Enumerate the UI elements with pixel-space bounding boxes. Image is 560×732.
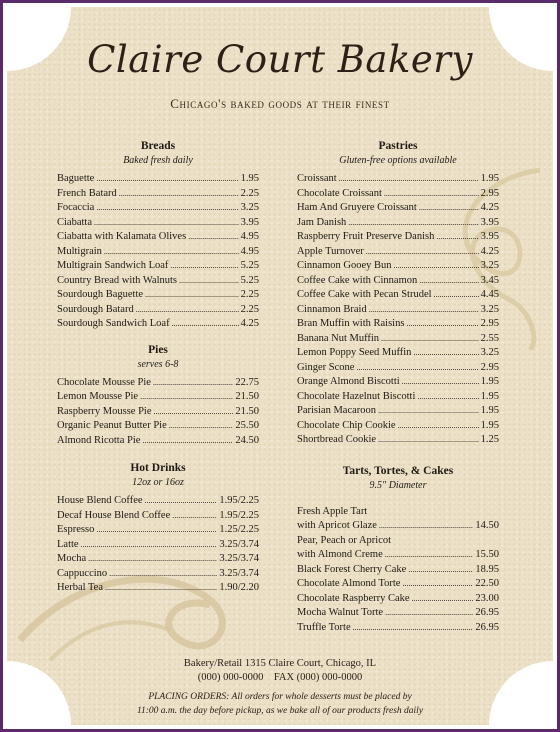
menu-item [297, 201, 499, 216]
menu-item [57, 172, 259, 187]
menu-item-name: Coffee Cake with Cinnamon [297, 274, 418, 286]
menu-item-name: Ginger Scone [297, 361, 355, 373]
hot-drinks-section [57, 461, 259, 596]
left-column [57, 139, 259, 596]
menu-item-name: Chocolate Hazelnut Biscotti [297, 390, 416, 402]
footer-phone: (000) 000-0000 FAX (000) 000-0000 [197, 672, 363, 683]
leader-dots [170, 259, 238, 274]
menu-item [297, 317, 499, 332]
menu-item [297, 519, 499, 534]
menu-item-price: 2.95 [480, 318, 499, 329]
leader-dots [378, 404, 479, 419]
menu-item-name: Decaf House Blend Coffee [57, 509, 171, 521]
menu-item [297, 346, 499, 361]
menu-item-price: 15.50 [475, 549, 499, 560]
menu-item-price: 2.25 [240, 187, 259, 199]
menu-item [297, 404, 499, 419]
menu-item-price: 4.25 [240, 318, 259, 329]
leader-dots [412, 592, 474, 607]
menu-item-name: Orange Almond Biscotti [297, 376, 400, 387]
bakery-subtitle: Chicago's baked goods at their finest [170, 96, 390, 111]
menu-item [57, 376, 259, 391]
menu-item [57, 274, 259, 289]
section-subtitle: Gluten-free options available [339, 155, 457, 166]
leader-dots [394, 259, 479, 274]
leader-dots [169, 419, 234, 434]
section-title: Tarts, Tortes, & Cakes [342, 464, 454, 477]
menu-item-name: Chocolate Croissant [297, 187, 382, 199]
menu-item-name: with Almond Creme [297, 549, 383, 560]
menu-item-name: Parisian Macaroon [297, 405, 377, 416]
menu-item-price: 1.95/2.25 [219, 495, 259, 506]
menu-item-name: Country Bread with Walnuts [57, 274, 177, 286]
menu-item-name: Chocolate Chip Cookie [297, 419, 396, 431]
leader-dots [398, 419, 479, 434]
menu-item [57, 434, 259, 449]
menu-item [297, 606, 499, 621]
menu-item-name: Truffle Torte [297, 621, 351, 633]
menu-item [297, 548, 499, 563]
menu-item-price: 1.95 [480, 376, 499, 387]
leader-dots [96, 172, 238, 187]
leader-dots [402, 375, 479, 390]
leader-dots [369, 303, 479, 318]
menu-item [297, 592, 499, 607]
leader-dots [109, 567, 217, 582]
menu-item [57, 245, 259, 260]
menu-item-name: with Apricot Glaze [297, 520, 377, 531]
leader-dots [105, 581, 217, 596]
pastries-section [297, 139, 499, 448]
leader-dots [172, 509, 217, 524]
leader-dots [436, 230, 478, 245]
leader-dots [385, 606, 473, 621]
leader-dots [96, 523, 217, 538]
menu-item [297, 187, 499, 202]
pies-list [57, 376, 259, 449]
menu-item-name: House Blend Coffee [57, 495, 143, 506]
menu-item-price: 23.00 [475, 592, 499, 604]
menu-item-price: 14.50 [475, 520, 499, 531]
menu-item-price: 1.25 [480, 434, 499, 445]
leader-dots [172, 317, 239, 332]
menu-item-price: 1.95 [480, 419, 499, 431]
menu-item-price: 1.95 [480, 405, 499, 416]
menu-item-price: 22.75 [235, 376, 259, 388]
menu-item-price: 1.95 [240, 173, 259, 184]
leader-dots [145, 288, 239, 303]
menu-item-name: Coffee Cake with Pecan Strudel [297, 289, 432, 300]
section-title: Breads [140, 140, 176, 152]
menu-item-price: 25.50 [235, 420, 259, 431]
menu-item [57, 317, 259, 332]
section-title: Pies [148, 343, 168, 356]
menu-item-price: 1.95/2.25 [219, 509, 259, 521]
section-subtitle: Baked fresh daily [123, 155, 193, 166]
leader-dots [381, 332, 479, 347]
leader-dots [379, 519, 473, 534]
menu-item-name: Latte [57, 538, 79, 550]
menu-item-price: 22.50 [475, 578, 499, 589]
menu-item-price: 2.25 [240, 289, 259, 300]
menu-item-name: Shortbread Cookie [297, 434, 377, 445]
menu-item-name: Pear, Peach or Apricot [297, 534, 392, 546]
leader-dots [96, 201, 238, 216]
leader-dots [136, 303, 239, 318]
menu-item [57, 494, 259, 509]
menu-item-name: Sourdough Sandwich Loaf [57, 318, 170, 329]
menu-item [297, 419, 499, 434]
leader-dots [104, 245, 239, 260]
menu-item-price: 18.95 [475, 563, 499, 575]
section-subtitle: serves 6-8 [137, 358, 179, 370]
menu-item-price: 1.95 [480, 173, 499, 184]
menu-item-price: 1.90/2.20 [219, 582, 259, 593]
section-subtitle: 9.5" Diameter [369, 479, 427, 491]
menu-item [57, 581, 259, 596]
menu-item-name: Raspberry Mousse Pie [57, 405, 152, 417]
menu-item-name: Baguette [57, 173, 95, 184]
menu-item-price: 3.45 [480, 274, 499, 286]
leader-dots [413, 346, 478, 361]
breads-section [57, 139, 259, 332]
menu-item [57, 405, 259, 420]
menu-item-name: Lemon Poppy Seed Muffin [297, 347, 412, 358]
leader-dots [348, 216, 478, 231]
menu-item [297, 172, 499, 187]
menu-item-name: Sourdough Batard [57, 303, 134, 315]
menu-item [297, 288, 499, 303]
menu-item-name: Multigrain Sandwich Loaf [57, 260, 169, 271]
menu-item-price: 2.25 [240, 303, 259, 315]
menu-item [57, 230, 259, 245]
leader-dots [402, 577, 473, 592]
footer-orders-note: PLACING ORDERS: All orders for whole desserts must be placed by [148, 692, 412, 702]
leader-dots [356, 361, 478, 376]
menu-item-name: Raspberry Fruit Preserve Danish [297, 231, 435, 242]
menu-item-price: 3.25 [480, 260, 499, 271]
menu-item [57, 303, 259, 318]
leader-dots [81, 538, 218, 553]
menu-item-price: 4.25 [480, 202, 499, 213]
leader-dots [94, 216, 239, 231]
menu-item-price: 4.25 [480, 245, 499, 257]
leader-dots [408, 563, 473, 578]
menu-item [297, 245, 499, 260]
leader-dots [384, 187, 479, 202]
menu-item-name: Bran Muffin with Raisins [297, 318, 405, 329]
leader-dots [140, 390, 233, 405]
leader-dots [419, 201, 479, 216]
menu-item [57, 567, 259, 582]
menu-item-name: Ham And Gruyere Croissant [297, 202, 417, 213]
menu-item-name: Ciabatta with Kalamata Olives [57, 231, 187, 242]
menu-item-name: Croissant [297, 173, 337, 184]
leader-dots [417, 390, 478, 405]
menu-item-name: Mocha [57, 553, 87, 564]
leader-dots [339, 172, 479, 187]
menu-item [57, 187, 259, 202]
menu-item-name: Chocolate Almond Torte [297, 578, 401, 589]
leader-dots [154, 405, 234, 420]
menu-item-price: 2.55 [480, 332, 499, 344]
menu-item-name: Banana Nut Muffin [297, 332, 380, 344]
leader-dots [385, 548, 474, 563]
leader-dots [406, 317, 478, 332]
menu-item-name: Focaccia [57, 202, 95, 213]
section-title: Pastries [378, 140, 418, 152]
menu-item [57, 509, 259, 524]
menu-item [57, 552, 259, 567]
leader-dots [419, 274, 478, 289]
menu-item [297, 216, 499, 231]
menu-item-name: Chocolate Mousse Pie [57, 376, 151, 388]
menu-item [57, 288, 259, 303]
menu-item [297, 621, 499, 636]
menu-item-price: 3.25/3.74 [219, 567, 259, 579]
menu-item-name: Cinnamon Gooey Bun [297, 260, 392, 271]
tarts-section [297, 464, 499, 636]
menu-item [297, 390, 499, 405]
menu-item-price: 1.25/2.25 [219, 524, 259, 535]
menu-item [57, 259, 259, 274]
menu-item-name: Espresso [57, 524, 95, 535]
menu-item-price: 26.95 [475, 621, 499, 633]
menu-item-price: 3.25 [480, 347, 499, 358]
menu-item-name: Lemon Mousse Pie [57, 391, 139, 402]
bakery-title: Claire Court Bakery [87, 38, 473, 81]
leader-dots [353, 621, 474, 636]
menu-item-price: 21.50 [235, 391, 259, 402]
menu-item-name: Black Forest Cherry Cake [297, 563, 407, 575]
menu-item-name: Chocolate Raspberry Cake [297, 592, 410, 604]
menu-item-name: Apple Turnover [297, 245, 364, 257]
menu-item-price: 2.95 [480, 361, 499, 373]
menu-item-name: Fresh Apple Tart [297, 505, 368, 517]
hot-drinks-list [57, 494, 259, 596]
right-column [297, 139, 499, 635]
leader-dots [142, 434, 233, 449]
leader-dots [145, 494, 218, 509]
menu-item-price: 2.95 [480, 187, 499, 199]
menu-item [57, 390, 259, 405]
menu-item-price: 3.95 [480, 231, 499, 242]
menu-item-price: 4.95 [240, 231, 259, 242]
menu-item [57, 216, 259, 231]
menu-item [57, 538, 259, 553]
menu-item-price: 1.95 [480, 390, 499, 402]
menu-item-name: Sourdough Baguette [57, 289, 144, 300]
menu-item-price: 5.25 [240, 274, 259, 286]
leader-dots [434, 288, 479, 303]
menu-item-name: Jam Danish [297, 216, 347, 228]
menu-item-price: 3.95 [480, 216, 499, 228]
menu-item-name: Organic Peanut Butter Pie [57, 420, 167, 431]
leader-dots [119, 187, 239, 202]
menu-item [297, 303, 499, 318]
menu-item-price: 4.45 [480, 289, 499, 300]
menu-item-price: 26.95 [475, 607, 499, 618]
menu-item-price: 3.25/3.74 [219, 553, 259, 564]
menu-item-name: Herbal Tea [57, 582, 104, 593]
menu-item [297, 332, 499, 347]
menu-item-name: Multigrain [57, 245, 102, 257]
section-title: Hot Drinks [130, 462, 186, 474]
menu-item [297, 274, 499, 289]
menu-item [297, 433, 499, 448]
menu-item-name: French Batard [57, 187, 117, 199]
leader-dots [88, 552, 217, 567]
menu-item [297, 230, 499, 245]
breads-list [57, 172, 259, 332]
footer-orders-note: 11:00 a.m. the day before pickup, as we bake all of our products fresh daily [136, 706, 424, 716]
menu-item [57, 201, 259, 216]
menu-item-name: Cinnamon Braid [297, 303, 367, 315]
menu-item-price: 3.95 [240, 216, 259, 228]
menu-item [297, 375, 499, 390]
section-subtitle: 12oz or 16oz [132, 477, 184, 488]
menu-item-price: 4.95 [240, 245, 259, 257]
menu-item [297, 361, 499, 376]
footer-address: Bakery/Retail 1315 Claire Court, Chicago, IL [183, 658, 377, 669]
menu-item-name: Cappuccino [57, 567, 108, 579]
tarts-list [297, 548, 499, 635]
menu-item [297, 259, 499, 274]
pies-section [57, 343, 259, 449]
menu-item-price: 3.25 [240, 202, 259, 213]
leader-dots [179, 274, 239, 289]
leader-dots [188, 230, 238, 245]
leader-dots [378, 433, 479, 448]
menu-item-price: 3.25/3.74 [219, 538, 259, 550]
menu-item [297, 577, 499, 592]
menu-item-name: Almond Ricotta Pie [57, 434, 141, 446]
menu-item-price: 24.50 [235, 434, 259, 446]
menu-item-name: Ciabatta [57, 216, 92, 228]
menu-item-price: 5.25 [240, 260, 259, 271]
menu-item [297, 563, 499, 578]
menu-item [57, 523, 259, 538]
pastries-list [297, 172, 499, 448]
menu-item-price: 21.50 [235, 405, 259, 417]
leader-dots [153, 376, 233, 391]
menu-item-name: Mocha Walnut Torte [297, 607, 384, 618]
leader-dots [366, 245, 479, 260]
menu-item [57, 419, 259, 434]
menu-item-price: 3.25 [480, 303, 499, 315]
